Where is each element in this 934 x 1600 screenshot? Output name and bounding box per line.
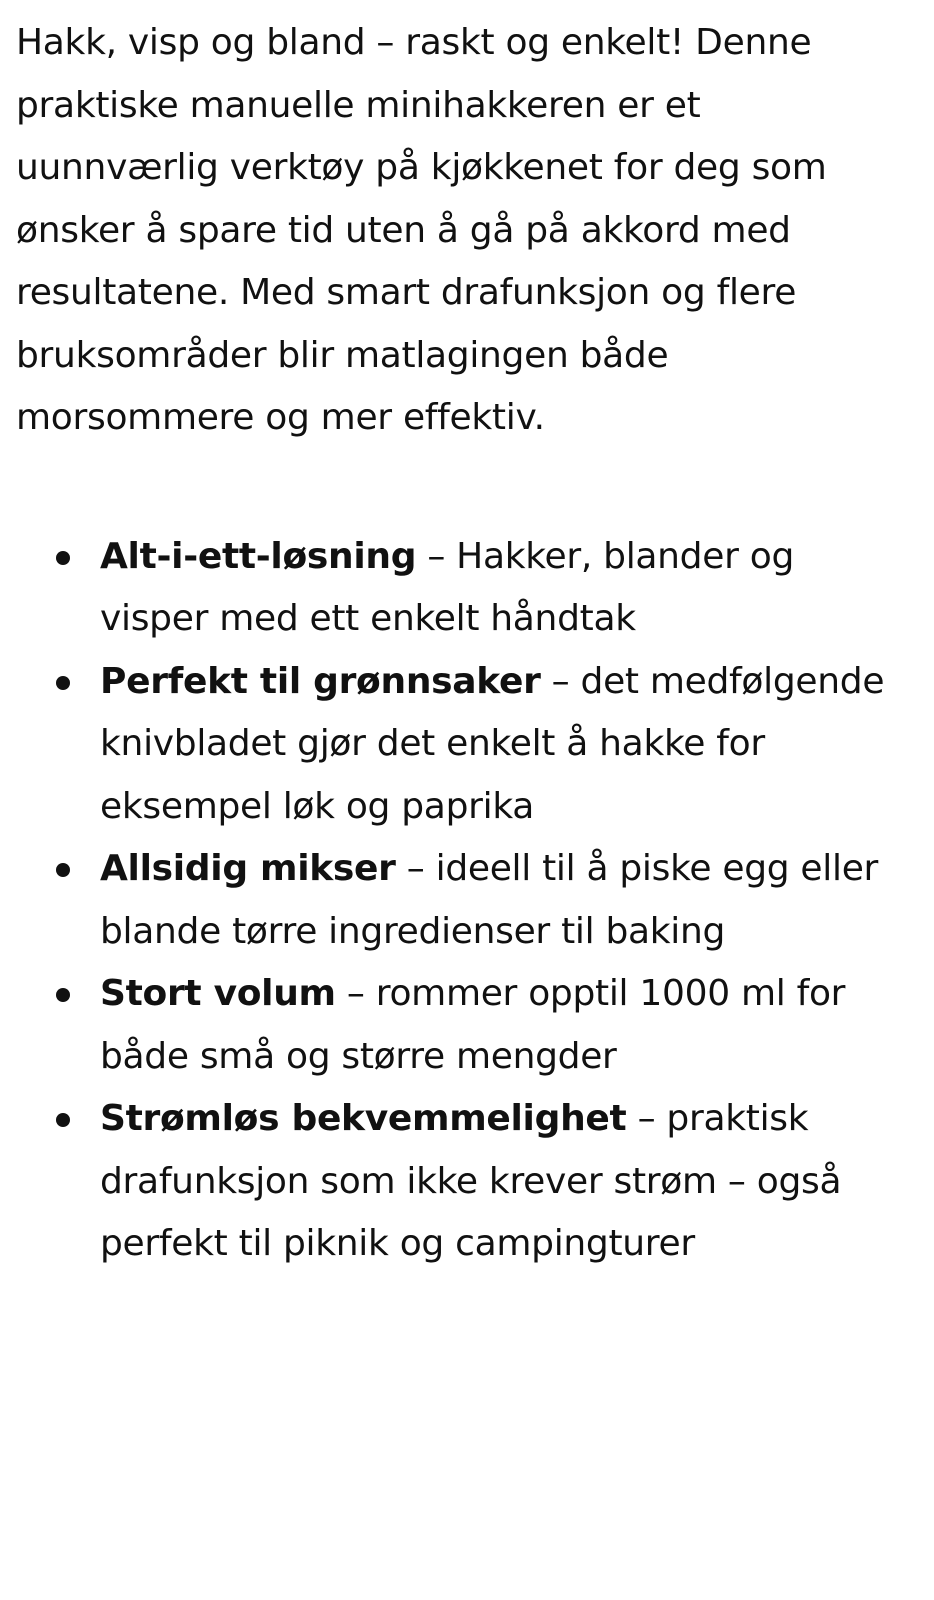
bullet-icon: [56, 1113, 70, 1127]
feature-title: Alt-i-ett-løsning: [100, 535, 417, 577]
list-item: [16, 838, 894, 963]
feature-text: – Hakker, blander og visper med ett enkelt håndtak: [100, 535, 795, 639]
list-item: [16, 526, 894, 651]
bullet-icon: [56, 551, 70, 565]
bullet-icon: [56, 863, 70, 877]
feature-title: Stort volum: [100, 973, 336, 1014]
feature-text: – rommer opptil 1000 ml for både små og større mengder: [100, 973, 846, 1077]
feature-title: Perfekt til grønnsaker: [100, 660, 541, 702]
bullet-icon: [56, 988, 70, 1002]
list-item: [16, 651, 894, 839]
list-item: [16, 1088, 894, 1276]
feature-text: – det medfølgende knivbladet gjør det enkelt å hakke for eksempel løk og paprika: [100, 660, 885, 827]
feature-text: – ideell til å piske egg eller blande tørre ingredienser til baking: [100, 848, 879, 952]
feature-title: Allsidig mikser: [100, 848, 396, 889]
feature-text: – praktisk drafunksjon som ikke krever strøm – også perfekt til piknik og campingturer: [100, 1098, 842, 1264]
feature-list: [16, 526, 894, 1276]
list-item: [16, 963, 894, 1088]
bullet-icon: [56, 676, 70, 690]
intro-paragraph: Hakk, visp og bland – raskt og enkelt! Denne praktiske manuelle minihakkeren er et uunnværlig verktøy på kjøkkenet for deg som ønsker å spare tid uten å gå på akkord med resultatene. Med smart drafunksjon og flere bruksområder blir matlagingen både morsommere og mer effektiv.: [16, 22, 827, 438]
feature-title: Strømløs bekvemmelighet: [100, 1098, 627, 1139]
